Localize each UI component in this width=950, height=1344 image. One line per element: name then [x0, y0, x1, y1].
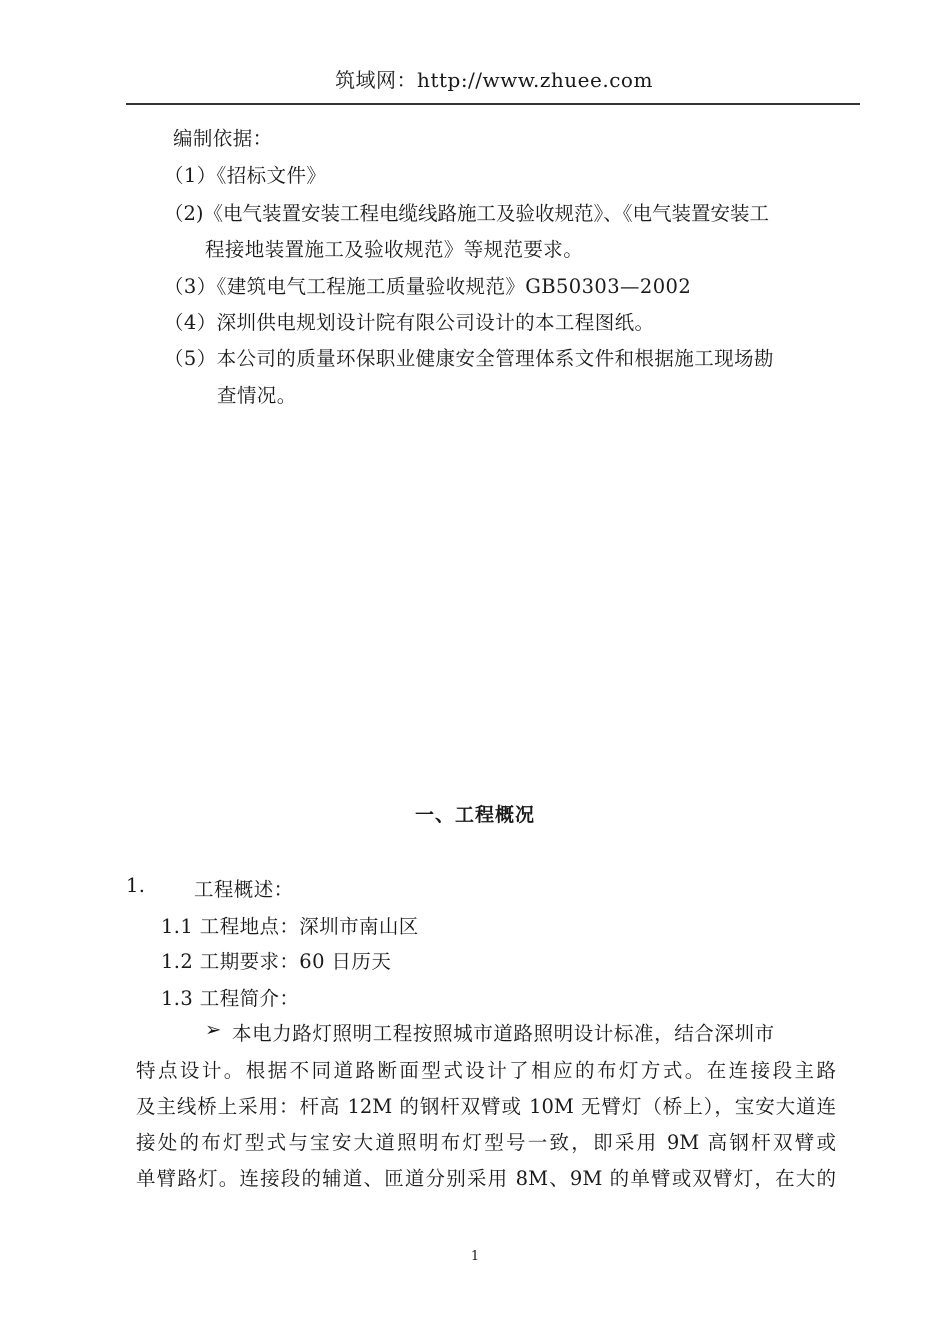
section-heading: 一、工程概况 — [414, 804, 535, 826]
basis-item-2-line-2: 程接地装置施工及验收规范》等规范要求。 — [205, 238, 584, 261]
basis-item-5-line-2: 查情况。 — [217, 384, 297, 407]
page-header: 筑域网：http://www.zhuee.com — [335, 68, 653, 92]
page-number: 1 — [470, 1249, 480, 1264]
basis-item-1: （1）《招标文件》 — [164, 164, 327, 187]
basis-item-4: （4）深圳供电规划设计院有限公司设计的本工程图纸。 — [164, 311, 655, 334]
project-intro-title: 1.3 工程简介： — [161, 987, 300, 1010]
intro-paragraph-line-5: 单臂路灯。连接段的辅道、匝道分别采用 8M、9M 的单臂或双臂灯，在大的 — [136, 1167, 836, 1190]
intro-paragraph-line-3: 及主线桥上采用：杆高 12M 的钢杆双臂或 10M 无臂灯（桥上），宝安大道连 — [136, 1095, 836, 1118]
intro-paragraph-line-4: 接处的布灯型式与宝安大道照明布灯型号一致，即采用 9M 高钢杆双臂或 — [136, 1131, 836, 1154]
project-location: 1.1 工程地点：深圳市南山区 — [161, 915, 419, 938]
intro-paragraph-line-2: 特点设计。根据不同道路断面型式设计了相应的布灯方式。在连接段主路 — [136, 1059, 836, 1082]
header-rule — [126, 103, 860, 105]
project-schedule: 1.2 工期要求：60 日历天 — [161, 950, 392, 973]
intro-paragraph-line-1: 本电力路灯照明工程按照城市道路照明设计标准，结合深圳市 — [232, 1022, 775, 1045]
basis-item-5-line-1: （5）本公司的质量环保职业健康安全管理体系文件和根据施工现场勘 — [164, 347, 774, 370]
bullet-arrow-icon: ➢ — [205, 1018, 222, 1041]
basis-title: 编制依据： — [173, 127, 273, 150]
overview-label: 工程概述： — [194, 878, 294, 901]
basis-item-2-line-1: （2)《电气装置安装工程电缆线路施工及验收规范》、《电气装置安装工 — [164, 202, 770, 225]
overview-number: 1. — [126, 874, 146, 897]
basis-item-3: （3）《建筑电气工程施工质量验收规范》GB50303—2002 — [164, 275, 692, 298]
